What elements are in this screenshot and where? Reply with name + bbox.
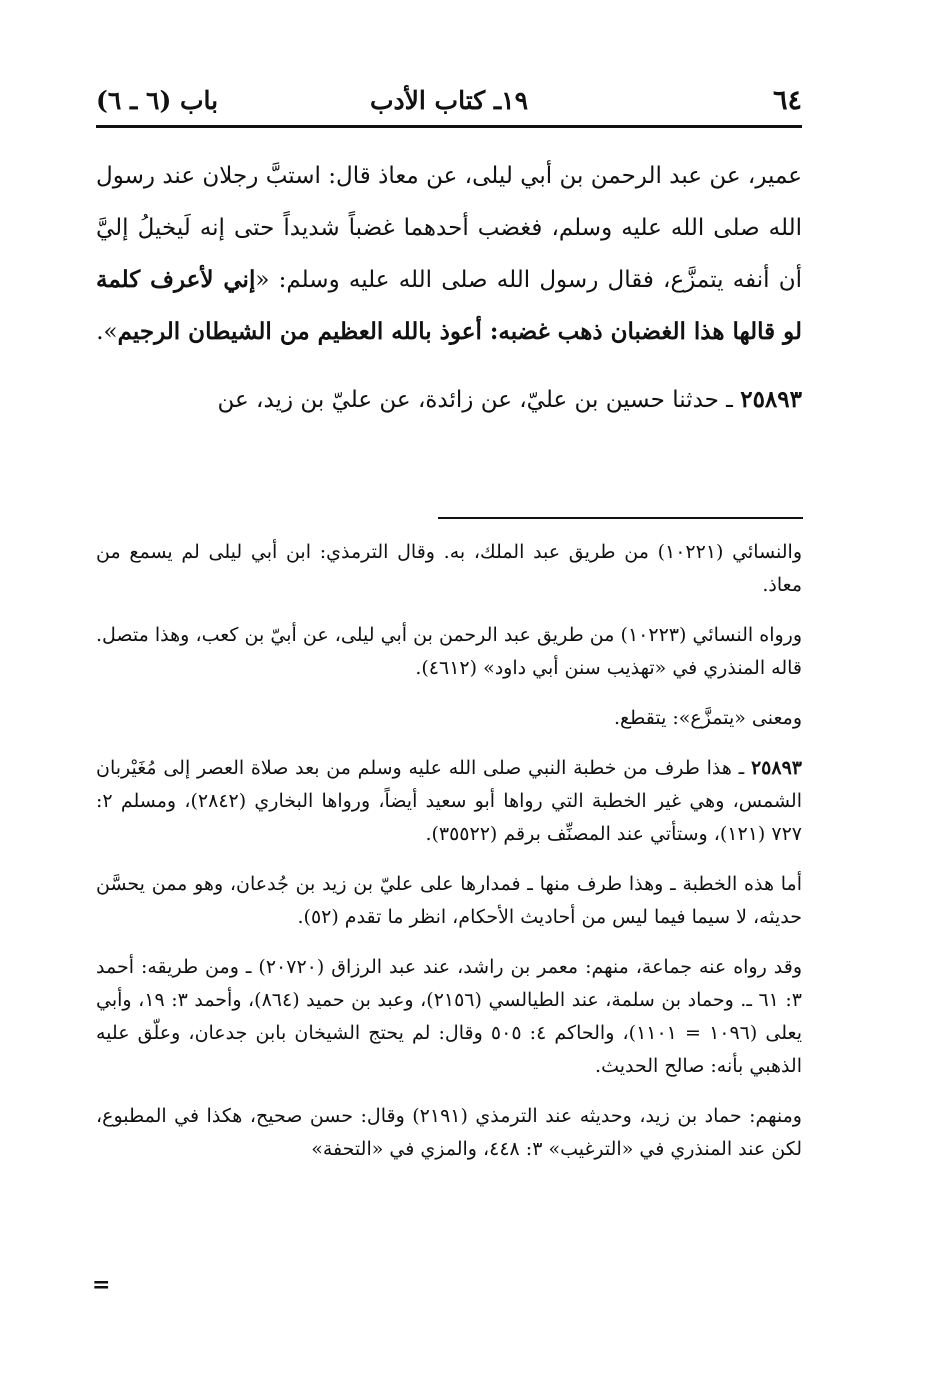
footnote-text: ـ هذا طرف من خطبة النبي صلى الله عليه وسلم من بعد صلاة العصر إلى مُغَيْربان الشمس، وهي غير الخطبة التي رواها أبو سعيد أيضاً، ورواها البخاري (٢٨٤٢)، ومسلم ٢: ٧٢٧ (١٢١)، وستأتي عند المصنِّف برقم (٣٥٥٢٢). (96, 757, 802, 845)
footnote-hadith-number: ٢٥٨٩٣ (750, 757, 802, 779)
footnote-paragraph: وقد رواه عنه جماعة، منهم: معمر بن راشد، عند عبد الرزاق (٢٠٧٢٠) ـ ومن طريقه: أحمد ٣: ٦١ ـ. وحماد بن سلمة، عند الطيالسي (٢١٥٦)، وعبد بن حميد (٨٦٤)، وأحمد ٣: ١٩، وأبي يعلى (١٠٩٦ = ١١٠١)، والحاكم ٤: ٥٠٥ وقال: لم يحتج الشيخان بابن جدعان، وعلّق عليه الذهبي بأنه: صالح الحديث. (96, 956, 803, 1077)
isnad-text: ـ حدثنا حسين بن عليّ، عن زائدة، عن عليّ بن زيد، عن (217, 387, 741, 413)
chapter-reference: باب (٦ ـ ٦) (96, 85, 219, 115)
footnote-paragraph: ومعنى «يتمزَّع»: يتقطع. (613, 707, 802, 729)
footnote-rule (438, 517, 803, 519)
footnote-paragraph: أما هذه الخطبة ـ وهذا طرف منها ـ فمدارها على عليّ بن زيد بن جُدعان، وهو ممن يحسَّن حديثه، لا سيما فيما ليس من أحاديث الأحكام، انظر ما تقدم (٥٢). (96, 873, 802, 928)
quote-close: ». (96, 319, 118, 345)
footnotes (96, 536, 802, 1183)
book-title: ١٩ـ كتاب الأدب (369, 85, 529, 115)
footnote-paragraph (96, 752, 802, 851)
header-rule (96, 125, 802, 128)
prophetic-saying: إني لأعرف كلمة لو قالها هذا الغضبان ذهب غضبه: أعوذ بالله العظيم من الشيطان الرجيم (96, 266, 802, 345)
running-header (96, 76, 802, 124)
main-paragraph (96, 150, 802, 358)
continuation-mark: = (92, 1272, 111, 1298)
footnote-paragraph: والنسائي (١٠٢٢١) من طريق عبد الملك، به. وقال الترمذي: ابن أبي ليلى لم يسمع من معاذ. (96, 541, 803, 596)
footnote-paragraph: ورواه النسائي (١٠٢٢٣) من طريق عبد الرحمن بن أبي ليلى، عن أبيّ بن كعب، وهذا متصل. قاله المنذري في «تهذيب سنن أبي داود» (٤٦١٢). (96, 624, 803, 679)
hadith-entry (96, 374, 802, 426)
main-text (96, 150, 802, 426)
hadith-number: ٢٥٨٩٣ (740, 386, 802, 413)
page-number: ٦٤ (772, 84, 802, 116)
narration-text: عمير، عن عبد الرحمن بن أبي ليلى، عن معاذ قال: استبَّ رجلان عند رسول الله صلى الله عليه وسلم، فغضب أحدهما غضباً شديداً حتى إنه لَيخيلُ إليَّ أن أنفه يتمزَّع، فقال رسول الله صلى الله عليه وسلم: « (96, 163, 802, 293)
footnote-paragraph: ومنهم: حماد بن زيد، وحديثه عند الترمذي (٢١٩١) وقال: حسن صحيح، هكذا في المطبوع، لكن عند المنذري في «الترغيب» ٣: ٤٤٨، والمزي في «التحفة» (96, 1105, 802, 1160)
